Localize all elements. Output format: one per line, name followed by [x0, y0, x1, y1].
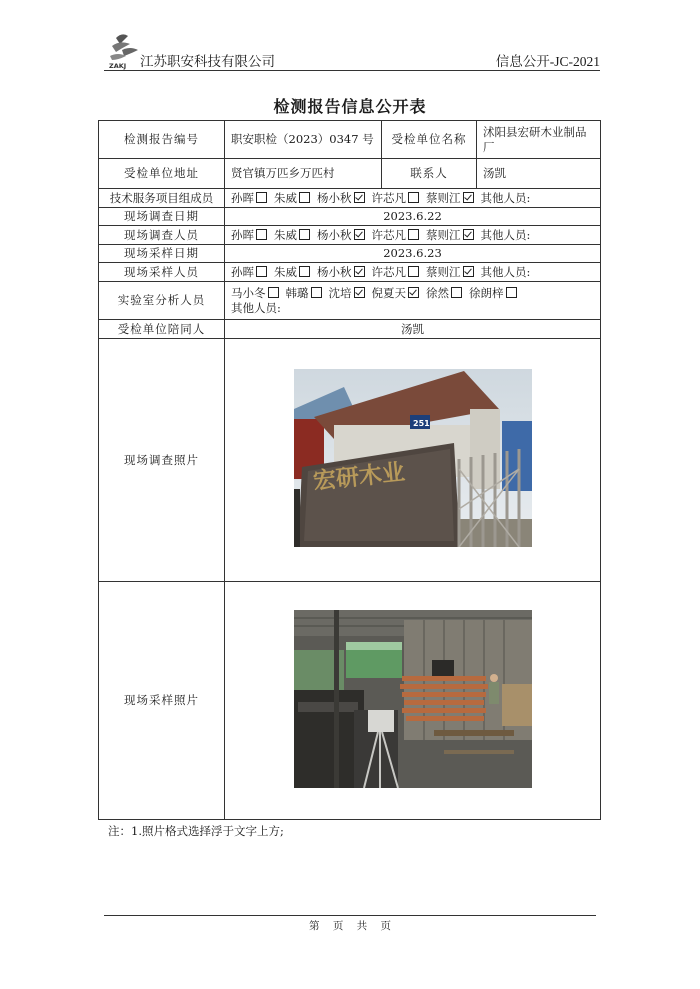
- checked-checkbox[interactable]: [463, 229, 474, 240]
- member-name: 朱威: [274, 264, 297, 279]
- survey-date-value: 2023.6.22: [225, 208, 601, 226]
- unchecked-checkbox[interactable]: [299, 192, 310, 203]
- member-item: [372, 265, 423, 279]
- page-footer: 第 页 共 页: [308, 920, 391, 932]
- unchecked-checkbox[interactable]: [299, 266, 310, 277]
- table-row: [99, 189, 601, 208]
- member-item: [329, 286, 368, 300]
- member-item: [231, 228, 270, 242]
- table-row: [99, 282, 601, 320]
- table-row: [99, 121, 601, 159]
- member-name: 蔡则江: [426, 264, 461, 279]
- table-row: [99, 339, 601, 582]
- address-label: 受检单位地址: [99, 159, 225, 189]
- unchecked-checkbox[interactable]: [408, 192, 419, 203]
- lab-staff-label: 实验室分析人员: [99, 282, 225, 320]
- member-item: [317, 191, 368, 205]
- survey-staff-members: [225, 226, 601, 245]
- escort-label: 受检单位陪同人: [99, 320, 225, 339]
- member-item: [317, 228, 368, 242]
- member-item: [426, 228, 477, 242]
- unchecked-checkbox[interactable]: [268, 287, 279, 298]
- member-name: 杨小秋: [317, 264, 352, 279]
- unchecked-checkbox[interactable]: [451, 287, 462, 298]
- checked-checkbox[interactable]: [463, 266, 474, 277]
- survey-date-label: 现场调查日期: [99, 208, 225, 226]
- unchecked-checkbox[interactable]: [256, 266, 267, 277]
- svg-text:ZAKJ: ZAKJ: [109, 62, 127, 70]
- table-row: [99, 208, 601, 226]
- unchecked-checkbox[interactable]: [256, 192, 267, 203]
- member-item: [274, 191, 313, 205]
- table-row: [99, 159, 601, 189]
- member-name: 朱威: [274, 227, 297, 242]
- member-item: [274, 265, 313, 279]
- survey-staff-label: 现场调查人员: [99, 226, 225, 245]
- document-code: 信息公开-JC-2021: [495, 54, 600, 69]
- header-divider: [104, 70, 600, 71]
- member-name: 杨小秋: [317, 190, 352, 205]
- table-row: [99, 245, 601, 263]
- footnote: 注：1.照片格式选择浮于文字上方;: [108, 824, 284, 838]
- member-item: [231, 265, 270, 279]
- sampling-date-value: 2023.6.23: [225, 245, 601, 263]
- tech-team-members: [225, 189, 601, 208]
- table-row: [99, 263, 601, 282]
- member-name: 徐朗梓: [469, 285, 504, 300]
- member-item: [231, 191, 270, 205]
- member-item: [274, 228, 313, 242]
- gate-sign-text: 宏研木业: [311, 458, 406, 495]
- unchecked-checkbox[interactable]: [256, 229, 267, 240]
- survey-photo-label: 现场调查照片: [99, 339, 225, 582]
- member-name: 蔡则江: [426, 227, 461, 242]
- unit-label: 受检单位名称: [382, 121, 477, 159]
- sampling-staff-label: 现场采样人员: [99, 263, 225, 282]
- member-item: [286, 286, 325, 300]
- sampling-photo: [294, 610, 532, 788]
- checked-checkbox[interactable]: [354, 192, 365, 203]
- unchecked-checkbox[interactable]: [506, 287, 517, 298]
- address-value: 贤官镇万匹乡万匹村: [225, 159, 382, 189]
- escort-value: 汤凯: [225, 320, 601, 339]
- tech-team-label: 技术服务项目组成员: [99, 189, 225, 208]
- checked-checkbox[interactable]: [463, 192, 474, 203]
- member-name: 孙晖: [231, 190, 254, 205]
- report-no-label: 检测报告编号: [99, 121, 225, 159]
- sampling-date-label: 现场采样日期: [99, 245, 225, 263]
- unchecked-checkbox[interactable]: [311, 287, 322, 298]
- table-row: [99, 226, 601, 245]
- member-name: 徐然: [426, 285, 449, 300]
- member-name: 蔡则江: [426, 190, 461, 205]
- member-name: 杨小秋: [317, 227, 352, 242]
- member-name: 韩璐: [285, 285, 309, 300]
- page-title: 检测报告信息公开表: [273, 97, 427, 116]
- unchecked-checkbox[interactable]: [408, 229, 419, 240]
- member-name: 朱威: [274, 190, 297, 205]
- company-name: 江苏职安科技有限公司: [140, 54, 275, 70]
- checked-checkbox[interactable]: [354, 287, 365, 298]
- unchecked-checkbox[interactable]: [408, 266, 419, 277]
- contact-label: 联系人: [382, 159, 477, 189]
- member-name: 倪夏天: [371, 285, 406, 300]
- checked-checkbox[interactable]: [354, 266, 365, 277]
- unit-value: 沭阳县宏研木业制品厂: [477, 121, 601, 159]
- member-name: 孙晖: [231, 227, 254, 242]
- member-item: [426, 286, 465, 300]
- page-header: [104, 30, 600, 72]
- member-item: [231, 286, 282, 300]
- contact-value: 汤凯: [477, 159, 601, 189]
- member-name: 马小冬: [231, 285, 266, 300]
- others-label: 其他人员:: [480, 264, 531, 279]
- lab-staff-others: 其他人员:: [231, 300, 281, 315]
- checked-checkbox[interactable]: [354, 229, 365, 240]
- others-label: 其他人员:: [480, 190, 531, 205]
- member-item: [372, 191, 423, 205]
- sampling-staff-members: [225, 263, 601, 282]
- sampling-photo-label: 现场采样照片: [99, 582, 225, 820]
- others-label: 其他人员:: [480, 227, 531, 242]
- member-item: [317, 265, 368, 279]
- member-name: 沈培: [328, 285, 352, 300]
- member-name: 孙晖: [231, 264, 254, 279]
- table-row: [99, 582, 601, 820]
- member-name: 许芯凡: [371, 227, 406, 242]
- unchecked-checkbox[interactable]: [299, 229, 310, 240]
- info-table: [98, 120, 601, 820]
- member-item: [426, 265, 477, 279]
- member-name: 许芯凡: [371, 264, 406, 279]
- member-item: [372, 286, 423, 300]
- company-logo: [106, 32, 140, 70]
- survey-photo: [294, 369, 532, 547]
- footer-divider: [104, 915, 596, 916]
- member-name: 许芯凡: [371, 190, 406, 205]
- member-item: [426, 191, 477, 205]
- checked-checkbox[interactable]: [408, 287, 419, 298]
- lab-staff-members: [231, 286, 594, 301]
- table-row: [99, 320, 601, 339]
- member-item: [469, 286, 520, 300]
- house-number-text: 251: [412, 419, 430, 428]
- report-no-value: 职安职检（2023）0347 号: [225, 121, 382, 159]
- member-item: [372, 228, 423, 242]
